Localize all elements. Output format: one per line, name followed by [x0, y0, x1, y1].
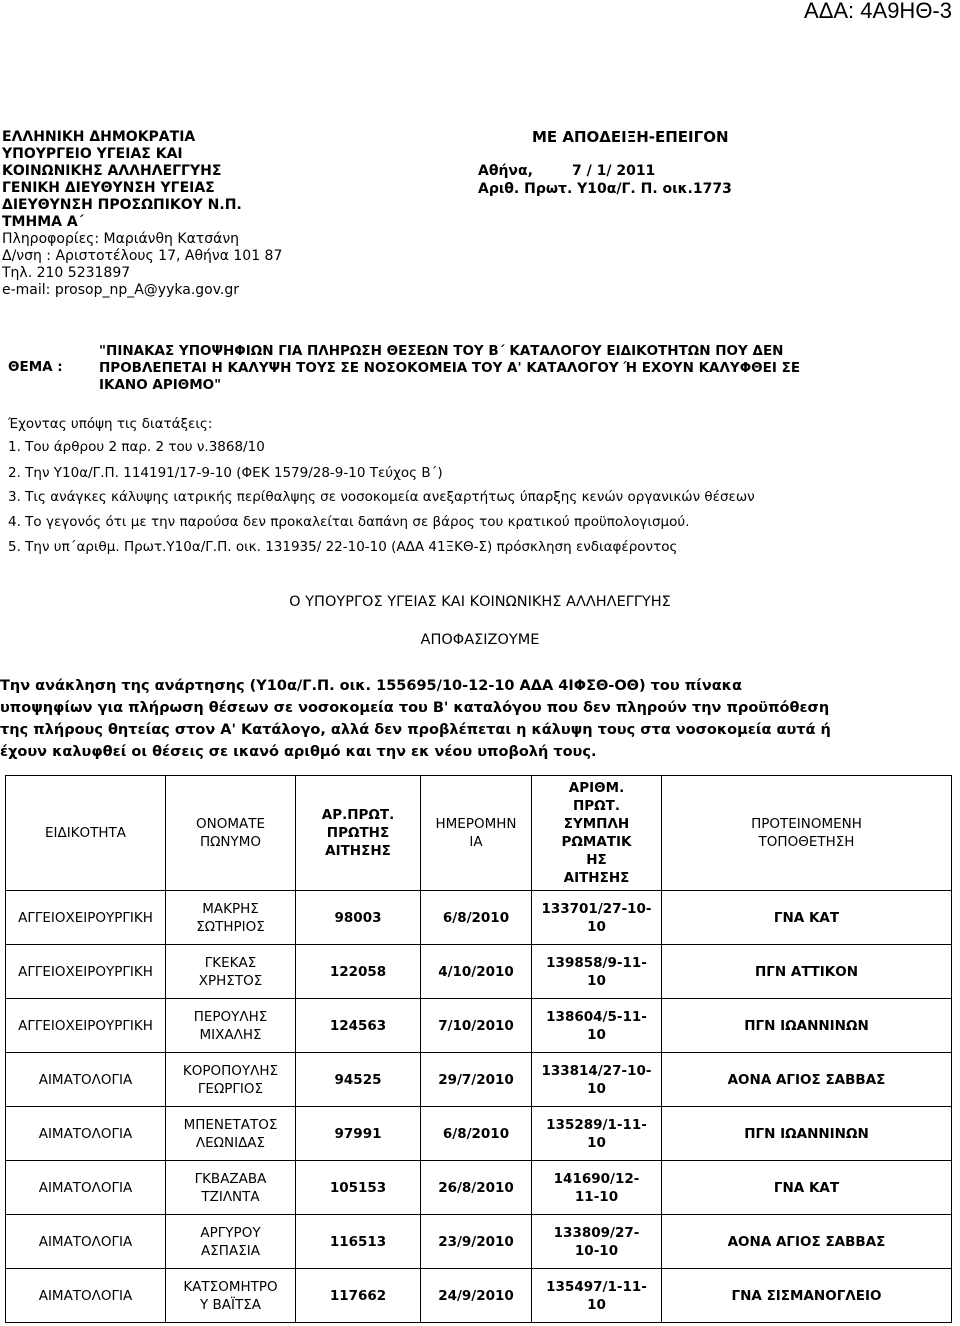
cell-specialty: [6, 1053, 166, 1107]
cell-name-text: ΑΣΠΑΣΙΑ: [201, 1242, 260, 1259]
table-header-row: [6, 776, 952, 891]
cell-date: [421, 1269, 532, 1323]
sender-info: Τηλ. 210 5231897: [2, 265, 131, 281]
cell-supplementary-application-text: 139858/9-11-: [546, 954, 647, 971]
sender-line: ΚΟΙΝΩΝΙΚΗΣ ΑΛΛΗΛΕΓΓΥΗΣ: [2, 163, 222, 179]
decision-line: της πλήρους θητείας στον Α' Κατάλογο, αλλά δεν προβλέπεται η κάλυψη τους στα νοσοκομεία αυτά ή: [0, 722, 831, 738]
cell-specialty-text: ΑΓΓΕΙΟΧΕΙΡΟΥΡΓΙΚΗ: [18, 909, 153, 926]
cell-specialty-text: ΑΓΓΕΙΟΧΕΙΡΟΥΡΓΙΚΗ: [18, 1017, 153, 1034]
header-text-line: ΑΡ.ΠΡΩΤ.: [321, 807, 395, 823]
cell-date: [421, 1053, 532, 1107]
header-text-line: ΕΙΔΙΚΟΤΗΤΑ: [44, 825, 127, 841]
cell-supplementary-application-text: 138604/5-11-: [546, 1008, 647, 1025]
cell-supplementary-application-text: 10: [587, 1026, 606, 1043]
cell-proposed-placement-text: ΠΓΝ ΙΩΑΝΝΙΝΩΝ: [744, 1017, 869, 1034]
cell-name-text: ΓΕΩΡΓΙΟΣ: [197, 1080, 264, 1097]
header-proposed-placement: [662, 776, 952, 891]
cell-proposed-placement-text: ΠΓΝ ΙΩΑΝΝΙΝΩΝ: [744, 1125, 869, 1142]
decision-line: υποψηφίων για πλήρωση θέσεων σε νοσοκομεία του Β' καταλόγου που δεν πληρούν την προϋπόθεση: [0, 700, 830, 716]
minister-title: Ο ΥΠΟΥΡΓΟΣ ΥΓΕΙΑΣ ΚΑΙ ΚΟΙΝΩΝΙΚΗΣ ΑΛΛΗΛΕΓΓΥΗΣ: [289, 594, 671, 610]
cell-supplementary-application: [532, 945, 662, 999]
cell-first-application-text: 116513: [329, 1233, 387, 1250]
cell-specialty: [6, 999, 166, 1053]
cell-name: [166, 1107, 296, 1161]
cell-specialty: [6, 1161, 166, 1215]
cell-first-application: [296, 999, 421, 1053]
subject-line: ΙΚΑΝΟ ΑΡΙΘΜΟ": [99, 377, 222, 393]
cell-supplementary-application-text: 141690/12-: [553, 1170, 640, 1187]
cell-proposed-placement: [662, 999, 952, 1053]
header-text-line: ΠΡΩΤ.: [572, 798, 620, 814]
cell-supplementary-application-text: 133701/27-10-: [541, 900, 652, 917]
cell-date: [421, 1107, 532, 1161]
header-text-line: ΗΜΕΡΟΜΗΝ: [435, 816, 517, 832]
subject-label: ΘΕΜΑ :: [8, 359, 63, 375]
cell-first-application-text: 117662: [329, 1287, 387, 1304]
header-text-line: ΣΥΜΠΛΗ: [563, 816, 630, 832]
cell-specialty: [6, 945, 166, 999]
cell-date-text: 24/9/2010: [438, 1287, 514, 1304]
cell-proposed-placement-text: ΑΟΝΑ ΑΓΙΟΣ ΣΑΒΒΑΣ: [727, 1071, 886, 1088]
sender-email: e-mail: prosop_np_A@yyka.gov.gr: [2, 282, 240, 298]
cell-first-application-text: 97991: [334, 1125, 382, 1142]
cell-first-application: [296, 945, 421, 999]
cell-date: [421, 1215, 532, 1269]
cell-name: [166, 945, 296, 999]
delivery-note: ΜΕ ΑΠΟΔΕΙΞΗ-ΕΠΕΙΓΟΝ: [532, 128, 729, 146]
sender-info: Δ/νση : Αριστοτέλους 17, Αθήνα 101 87: [2, 248, 283, 264]
cell-date-text: 23/9/2010: [438, 1233, 514, 1250]
cell-specialty-text: ΑΙΜΑΤΟΛΟΓΙΑ: [38, 1287, 133, 1304]
cell-name-text: ΠΕΡΟΥΛΗΣ: [193, 1008, 268, 1025]
cell-supplementary-application-text: 10: [587, 1296, 606, 1313]
cell-name-text: ΧΡΗΣΤΟΣ: [198, 972, 263, 989]
protocol-number: Αριθ. Πρωτ. Υ10α/Γ. Π. οικ.1773: [478, 181, 732, 197]
cell-name-text: ΜΙΧΑΛΗΣ: [199, 1026, 262, 1043]
header-date: [421, 776, 532, 891]
header-text-line: ΟΝΟΜΑΤΕ: [195, 816, 265, 832]
header-specialty: [6, 776, 166, 891]
cell-specialty-text: ΑΙΜΑΤΟΛΟΓΙΑ: [38, 1179, 133, 1196]
cell-date: [421, 1161, 532, 1215]
cell-name: [166, 999, 296, 1053]
cell-first-application: [296, 1269, 421, 1323]
cell-proposed-placement-text: ΓΝΑ ΚΑΤ: [773, 1179, 840, 1196]
cell-supplementary-application-text: 11-10: [574, 1188, 619, 1205]
cell-proposed-placement: [662, 1161, 952, 1215]
cell-first-application: [296, 891, 421, 945]
sender-info: Πληροφορίες: Μαριάνθη Κατσάνη: [2, 231, 240, 247]
table-row: [6, 891, 952, 945]
cell-first-application: [296, 1215, 421, 1269]
cell-specialty-text: ΑΙΜΑΤΟΛΟΓΙΑ: [38, 1071, 133, 1088]
cell-date-text: 7/10/2010: [438, 1017, 514, 1034]
cell-date-text: 4/10/2010: [438, 963, 514, 980]
cell-name-text: ΓΚΕΚΑΣ: [204, 954, 257, 971]
cell-name-text: ΓΚΒΑΖΑΒΑ: [194, 1170, 267, 1187]
cell-name-text: ΜΠΕΝΕΤΑΤΟΣ: [183, 1116, 278, 1133]
header-supplementary-application: [532, 776, 662, 891]
cell-specialty: [6, 1269, 166, 1323]
header-text-line: ΑΙΤΗΣΗΣ: [563, 870, 630, 886]
header-first-application: [296, 776, 421, 891]
cell-date-text: 29/7/2010: [438, 1071, 514, 1088]
cell-supplementary-application-text: 10-10: [574, 1242, 619, 1259]
cell-first-application-text: 124563: [329, 1017, 387, 1034]
cell-name: [166, 891, 296, 945]
cell-first-application: [296, 1161, 421, 1215]
header-text-line: ΡΩΜΑΤΙΚ: [561, 834, 632, 850]
cell-supplementary-application: [532, 1053, 662, 1107]
sender-line: ΤΜΗΜΑ Α΄: [2, 214, 84, 230]
cell-supplementary-application: [532, 999, 662, 1053]
considering-item: 1. Του άρθρου 2 παρ. 2 του ν.3868/10: [8, 439, 265, 455]
cell-name: [166, 1053, 296, 1107]
header-text-line: ΠΡΟΤΕΙΝΟΜΕΝΗ: [751, 816, 862, 832]
cell-supplementary-application-text: 133809/27-: [553, 1224, 640, 1241]
header-text-line: ΠΩΝΥΜΟ: [199, 834, 262, 850]
cell-specialty-text: ΑΙΜΑΤΟΛΟΓΙΑ: [38, 1233, 133, 1250]
cell-supplementary-application-text: 10: [587, 1080, 606, 1097]
sender-line: ΓΕΝΙΚΗ ΔΙΕΥΘΥΝΣΗ ΥΓΕΙΑΣ: [2, 180, 215, 196]
cell-name: [166, 1215, 296, 1269]
cell-first-application-text: 105153: [329, 1179, 387, 1196]
considering-item: 2. Την Υ10α/Γ.Π. 114191/17-9-10 (ΦΕΚ 1579/28-9-10 Τεύχος Β΄): [8, 465, 443, 481]
cell-name: [166, 1269, 296, 1323]
header-text-line: ΙΑ: [469, 834, 483, 850]
cell-supplementary-application: [532, 1107, 662, 1161]
cell-first-application: [296, 1053, 421, 1107]
cell-specialty: [6, 1215, 166, 1269]
cell-supplementary-application: [532, 891, 662, 945]
sender-line: ΕΛΛΗΝΙΚΗ ΔΗΜΟΚΡΑΤΙΑ: [2, 129, 196, 145]
cell-supplementary-application: [532, 1161, 662, 1215]
cell-proposed-placement-text: ΠΓΝ ΑΤΤΙΚΟΝ: [754, 963, 859, 980]
table-row: [6, 1107, 952, 1161]
decision-heading: ΑΠΟΦΑΣΙΖΟΥΜΕ: [420, 632, 540, 648]
cell-name-text: ΑΡΓΥΡΟΥ: [200, 1224, 261, 1241]
cell-first-application: [296, 1107, 421, 1161]
table-row: [6, 1215, 952, 1269]
table-row: [6, 999, 952, 1053]
candidates-table: [5, 775, 952, 1323]
cell-proposed-placement: [662, 945, 952, 999]
cell-proposed-placement: [662, 891, 952, 945]
cell-specialty-text: ΑΓΓΕΙΟΧΕΙΡΟΥΡΓΙΚΗ: [18, 963, 153, 980]
cell-supplementary-application-text: 135289/1-11-: [546, 1116, 647, 1133]
cell-supplementary-application: [532, 1215, 662, 1269]
subject-line: ΠΡΟΒΛΕΠΕΤΑΙ Η ΚΑΛΥΨΗ ΤΟΥΣ ΣΕ ΝΟΣΟΚΟΜΕΙΑ ΤΟΥ Α' ΚΑΤΑΛΟΓΟΥ Ή ΕΧΟΥΝ ΚΑΛΥΦΘΕΙ ΣΕ: [99, 360, 801, 376]
header-text-line: ΑΙΤΗΣΗΣ: [325, 843, 391, 859]
cell-supplementary-application-text: 135497/1-11-: [546, 1278, 647, 1295]
table-row: [6, 1161, 952, 1215]
cell-proposed-placement: [662, 1215, 952, 1269]
cell-proposed-placement-text: ΓΝΑ ΚΑΤ: [773, 909, 840, 926]
table-row: [6, 945, 952, 999]
cell-proposed-placement-text: ΓΝΑ ΣΙΣΜΑΝΟΓΛΕΙΟ: [731, 1287, 882, 1304]
considering-intro: Έχοντας υπόψη τις διατάξεις:: [8, 416, 213, 432]
cell-first-application-text: 98003: [334, 909, 382, 926]
header-text-line: ΤΟΠΟΘΕΤΗΣΗ: [758, 834, 855, 850]
cell-supplementary-application-text: 10: [587, 1134, 606, 1151]
cell-first-application-text: 122058: [329, 963, 387, 980]
cell-name-text: ΚΟΡΟΠΟΥΛΗΣ: [182, 1062, 279, 1079]
header-text-line: ΑΡΙΘΜ.: [568, 780, 625, 796]
cell-name-text: ΣΩΤΗΡΙΟΣ: [196, 918, 265, 935]
considering-item: 3. Τις ανάγκες κάλυψης ιατρικής περίθαλψης σε νοσοκομεία ανεξαρτήτως ύπαρξης κενών οργανικών θέσεων: [8, 489, 755, 505]
considering-item: 4. Το γεγονός ότι με την παρούσα δεν προκαλείται δαπάνη σε βάρος του κρατικού προϋπολογισμού.: [8, 514, 690, 530]
cell-name-text: ΤΖΙΛΝΤΑ: [201, 1188, 260, 1205]
cell-proposed-placement: [662, 1053, 952, 1107]
cell-date: [421, 999, 532, 1053]
subject-line: "ΠΙΝΑΚΑΣ ΥΠΟΨΗΦΙΩΝ ΓΙΑ ΠΛΗΡΩΣΗ ΘΕΣΕΩΝ ΤΟΥ Β΄ ΚΑΤΑΛΟΓΟΥ ΕΙΔΙΚΟΤΗΤΩΝ ΠΟΥ ΔΕΝ: [99, 343, 784, 359]
cell-date-text: 6/8/2010: [442, 1125, 510, 1142]
cell-name-text: ΜΑΚΡΗΣ: [202, 900, 259, 917]
cell-specialty-text: ΑΙΜΑΤΟΛΟΓΙΑ: [38, 1125, 133, 1142]
cell-supplementary-application-text: 10: [587, 918, 606, 935]
city-label: Αθήνα,: [478, 163, 533, 179]
sender-line: ΥΠΟΥΡΓΕΙΟ ΥΓΕΙΑΣ ΚΑΙ: [2, 146, 183, 162]
table-row: [6, 1053, 952, 1107]
sender-line: ΔΙΕΥΘΥΝΣΗ ΠΡΟΣΩΠΙΚΟΥ Ν.Π.: [2, 197, 242, 213]
cell-supplementary-application-text: 10: [587, 972, 606, 989]
table-row: [6, 1269, 952, 1323]
decision-line: έχουν καλυφθεί οι θέσεις σε ικανό αριθμό και την εκ νέου υποβολή τους.: [0, 744, 597, 760]
cell-specialty: [6, 891, 166, 945]
header-text-line: ΠΡΩΤΗΣ: [326, 825, 390, 841]
ada-code: ΑΔΑ: 4Α9ΗΘ-3: [804, 0, 952, 23]
cell-supplementary-application-text: 133814/27-10-: [541, 1062, 652, 1079]
cell-name-text: Υ ΒΑΪΤΣΑ: [199, 1296, 262, 1313]
cell-first-application-text: 94525: [334, 1071, 382, 1088]
considering-item: 5. Την υπ΄αριθμ. Πρωτ.Υ10α/Γ.Π. οικ. 131935/ 22-10-10 (ΑΔΑ 41ΞΚΘ-Σ) πρόσκληση ενδιαφέροντος: [8, 539, 678, 555]
cell-name-text: ΚΑΤΣΟΜΗΤΡΟ: [183, 1278, 278, 1295]
cell-date: [421, 945, 532, 999]
cell-specialty: [6, 1107, 166, 1161]
cell-date-text: 26/8/2010: [438, 1179, 514, 1196]
document-date: 7 / 1/ 2011: [572, 163, 656, 179]
cell-supplementary-application: [532, 1269, 662, 1323]
cell-name-text: ΛΕΩΝΙΔΑΣ: [195, 1134, 266, 1151]
header-text-line: ΗΣ: [586, 852, 607, 868]
cell-date-text: 6/8/2010: [442, 909, 510, 926]
decision-line: Την ανάκληση της ανάρτησης (Υ10α/Γ.Π. οικ. 155695/10-12-10 ΑΔΑ 4ΙΦΣΘ-ΟΘ) του πίνακα: [0, 678, 742, 694]
cell-name: [166, 1161, 296, 1215]
header-name: [166, 776, 296, 891]
cell-date: [421, 891, 532, 945]
cell-proposed-placement: [662, 1269, 952, 1323]
cell-proposed-placement: [662, 1107, 952, 1161]
cell-proposed-placement-text: ΑΟΝΑ ΑΓΙΟΣ ΣΑΒΒΑΣ: [727, 1233, 886, 1250]
